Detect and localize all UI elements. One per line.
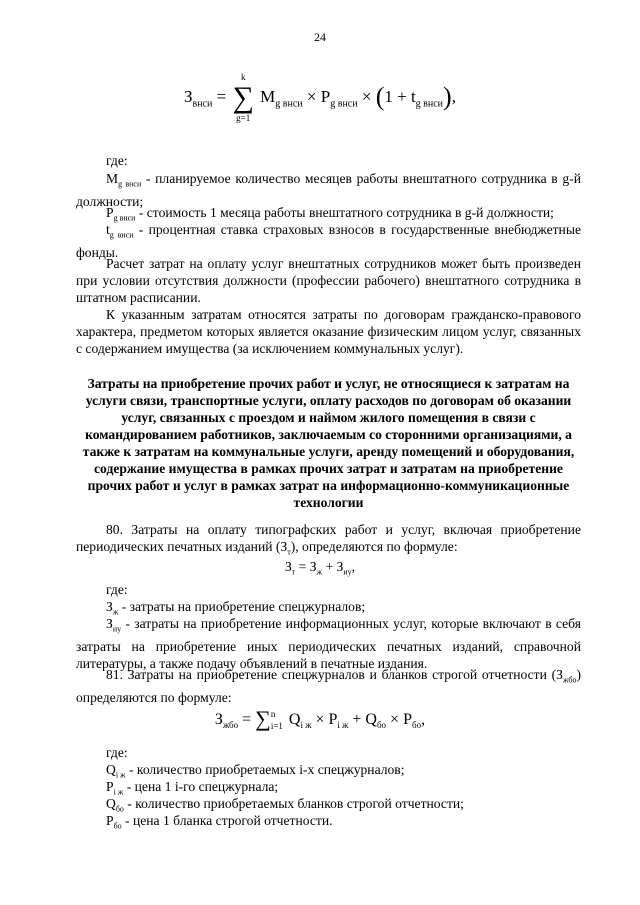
def-text: - процентная ставка страховых взносов в государственные внебюджетные фонды. (76, 222, 581, 260)
formula-special-journals (0, 706, 640, 732)
formula-b-sub: иу (343, 567, 352, 577)
definition-iu (76, 615, 581, 672)
def-symbol-sub: g внси (118, 179, 142, 189)
def-symbol-sub: иу (112, 624, 122, 634)
formula-lhs: З (284, 559, 292, 574)
equals-sign: = (242, 711, 252, 728)
def-text: - количество приобретаемых бланков строгой отчетности; (123, 796, 464, 811)
def-symbol: t (106, 222, 110, 237)
formula-pb-sub: бо (411, 720, 422, 731)
times-sign: × (361, 87, 372, 106)
para-tail: ), определяются по формуле: (290, 539, 458, 554)
times-sign: × (390, 711, 400, 728)
formula-lhs: З (184, 87, 193, 106)
formula-p-sub: i ж (337, 720, 349, 731)
formula-q: Q (288, 711, 301, 728)
formula-p-sub: g внси (330, 98, 358, 110)
def-symbol-sub: i ж (113, 787, 124, 797)
formula-qb-sub: бо (376, 720, 387, 731)
paragraph-calculation: Расчет затрат на оплату услуг внештатных сотрудников может быть произведен при условии отсутствия должности (профессии рабочего) внештатного сотрудника в штатном расписании. (76, 256, 581, 305)
formula-lhs-sub: внси (192, 98, 213, 110)
plus-sign: + (352, 711, 362, 728)
def-symbol: З (106, 599, 113, 614)
definition-pbo (76, 812, 581, 835)
sum-upper-limit: k (240, 72, 246, 83)
def-text: - количество приобретаемых i-х спецжурналов; (125, 762, 405, 777)
para-lead: 80. Затраты на оплату типографских работ и услуг, включая приобретение периодических печатных изданий (З (76, 522, 581, 554)
def-symbol: P (106, 813, 114, 828)
def-symbol-sub: g внси (109, 230, 134, 240)
def-symbol: З (106, 616, 113, 631)
paragraph-81 (76, 666, 581, 706)
sum-operator: ∑ k g=1 (232, 72, 254, 124)
def-text: - стоимость 1 месяца работы внештатного сотрудника в g-й должности; (135, 205, 554, 220)
paragraph-80 (76, 521, 581, 561)
equals-sign: = (216, 87, 227, 106)
formula-external-staff (0, 72, 640, 124)
def-symbol-sub: ж (112, 607, 119, 617)
def-text: - планируемое количество месяцев работы внештатного сотрудника в g-й должности; (76, 171, 581, 209)
open-paren: ( (375, 82, 385, 111)
formula-p: P (320, 87, 331, 106)
close-paren: ) (443, 82, 452, 111)
para-lead: 81. Затраты на приобретение спецжурналов и бланков строгой отчетности (З (106, 667, 563, 682)
def-symbol-sub: бо (115, 804, 124, 814)
formula-tail: , (421, 711, 426, 728)
formula-m-sub: g внси (275, 98, 303, 110)
def-symbol-sub: бо (113, 821, 122, 831)
para-sub: жбо (562, 675, 577, 685)
formula-m: M (260, 87, 276, 106)
where-label-3: где: (106, 745, 128, 760)
formula-tail: , (351, 559, 356, 574)
def-symbol-sub: g внси (113, 213, 136, 223)
formula-q-sub: i ж (300, 720, 312, 731)
formula-qb: Q (365, 711, 377, 728)
formula-lhs-sub: жбо (222, 720, 239, 731)
sum-operator: ∑ (255, 706, 271, 731)
times-sign: × (306, 87, 317, 106)
times-sign: × (315, 711, 325, 728)
def-symbol-sub: i ж (115, 770, 126, 780)
formula-lhs: З (214, 711, 223, 728)
def-symbol: Q (106, 762, 116, 777)
def-text: - цена 1 i-го спецжурнала; (123, 779, 279, 794)
def-text: - затраты на приобретение информационных услуг, которые включают в себя затраты на приобретение иных периодических печатных изданий, справочной литературы, а также подачу объявлений в печатные издания. (76, 616, 581, 671)
sum-lower-limit: g=1 (236, 113, 251, 124)
page-number: 24 (314, 30, 326, 44)
formula-p: P (328, 711, 338, 728)
def-symbol: P (106, 205, 114, 220)
sum-limits (271, 708, 283, 732)
where-label-1: где: (106, 153, 128, 168)
formula-a-sub: ж (316, 567, 323, 577)
where-label-2: где: (106, 582, 128, 597)
para-sub: т (287, 547, 291, 557)
def-symbol: Q (106, 796, 116, 811)
section-heading: Затраты на приобретение прочих работ и услуг, не относящиеся к затратам на услуги связи, транспортные услуги, оплату расходов по договорам об оказании услуг, связанных с проездом и наймом жилого помещения в связи с командированием работников, заключаемым со сторонними организациями, а также к затратам на коммунальные услуги, аренду помещений и оборудования, содержание имущества в рамках прочих затрат и затратам на приобретение прочих работ и услуг в рамках затрат на информационно-коммуникационные технологии (82, 376, 575, 510)
formula-lhs-sub: т (291, 567, 296, 577)
formula-plus: + З (322, 559, 344, 574)
sum-lower-limit: i=1 (270, 721, 283, 732)
def-symbol: P (106, 779, 114, 794)
formula-one-plus-t: 1 + t (384, 87, 416, 106)
def-text: - цена 1 бланка строгой отчетности. (121, 813, 333, 828)
formula-pb: P (403, 711, 412, 728)
formula-eq: = З (295, 559, 317, 574)
paragraph-related-costs: К указанным затратам относятся затраты по договорам гражданско-правового характера, предметом которых является оказание физическим лицом услуг, связанных с содержанием имущества (за исключением коммунальных услуг). (76, 307, 581, 356)
sum-upper-limit: n (270, 709, 276, 720)
def-text: - затраты на приобретение спецжурналов; (118, 599, 366, 614)
formula-tail: , (451, 87, 456, 106)
formula-typography (0, 559, 640, 577)
formula-t-sub: g внси (415, 98, 444, 110)
def-symbol: M (106, 171, 119, 186)
para-tail: ) определяются по формуле: (76, 667, 581, 705)
